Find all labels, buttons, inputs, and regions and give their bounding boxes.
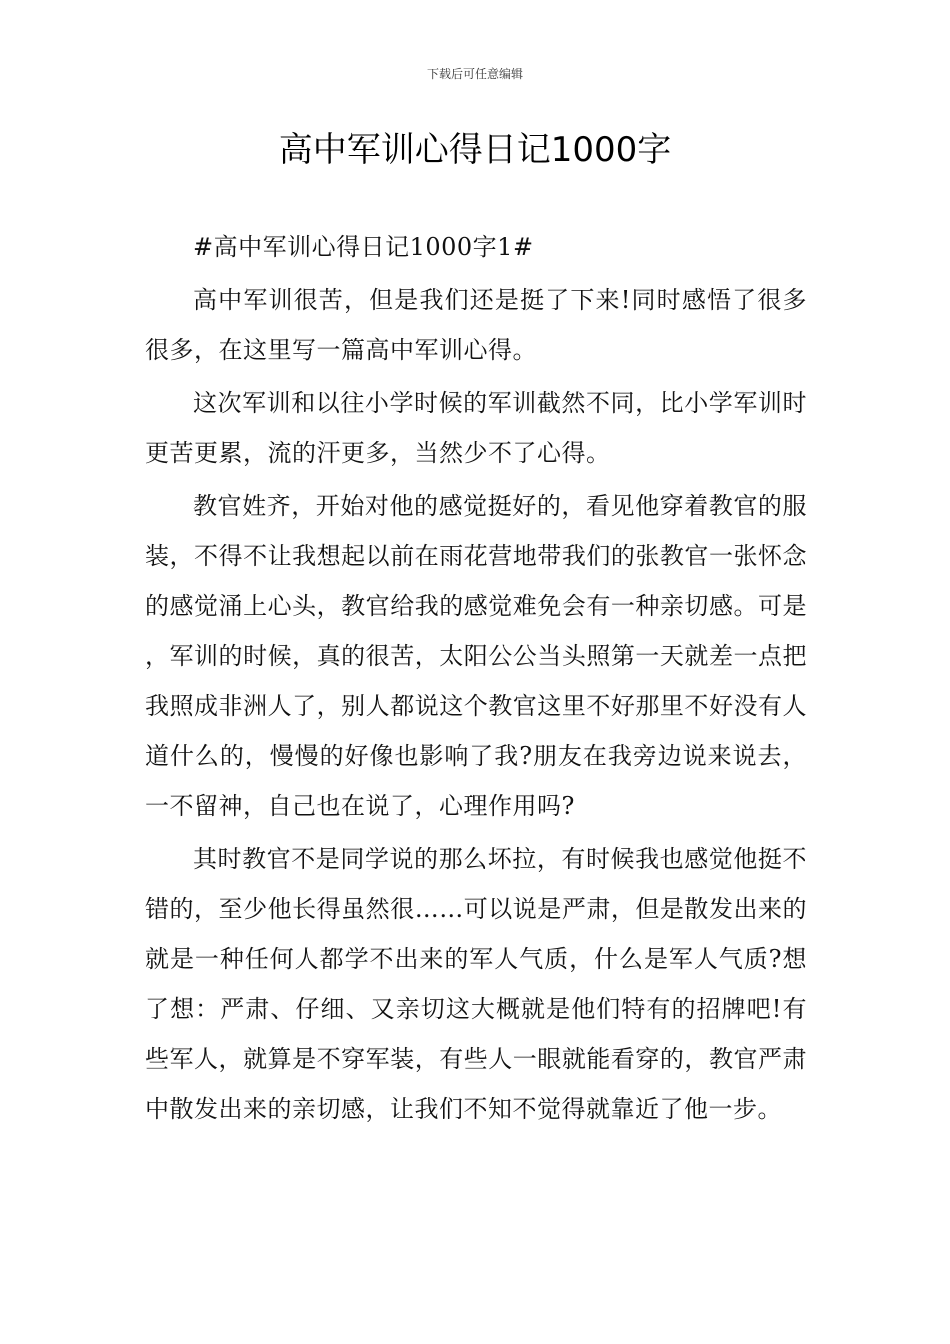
section-heading: #高中军训心得日记1000字1#	[193, 233, 534, 261]
page-header-note: 下载后可任意编辑	[426, 67, 523, 81]
document-body	[145, 222, 807, 1134]
document-title: 高中军训心得日记1000字	[278, 130, 672, 170]
paragraph-3: 教官姓齐，开始对他的感觉挺好的，看见他穿着教官的服装，不得不让我想起以前在雨花营地带我们的张教官一张怀念的感觉涌上心头，教官给我的感觉难免会有一种亲切感。可是，军训的时候，真的很苦，太阳公公当头照第一天就差一点把我照成非洲人了，别人都说这个教官这里不好那里不好没有人道什么的，慢慢的好像也影响了我?朋友在我旁边说来说去，一不留神，自己也在说了，心理作用吗?	[145, 492, 807, 820]
paragraph-4: 其时教官不是同学说的那么坏拉，有时候我也感觉他挺不错的，至少他长得虽然很……可以说是严肃，但是散发出来的就是一种任何人都学不出来的军人气质，什么是军人气质?想了想：严肃、仔细、又亲切这大概就是他们特有的招牌吧!有些军人，就算是不穿军装，有些人一眼就能看穿的，教官严肃中散发出来的亲切感，让我们不知不觉得就靠近了他一步。	[145, 845, 807, 1123]
paragraph-2: 这次军训和以往小学时候的军训截然不同，比小学军训时更苦更累，流的汗更多，当然少不了心得。	[145, 389, 807, 467]
paragraph-1: 高中军训很苦，但是我们还是挺了下来!同时感悟了很多很多，在这里写一篇高中军训心得。	[145, 286, 807, 364]
